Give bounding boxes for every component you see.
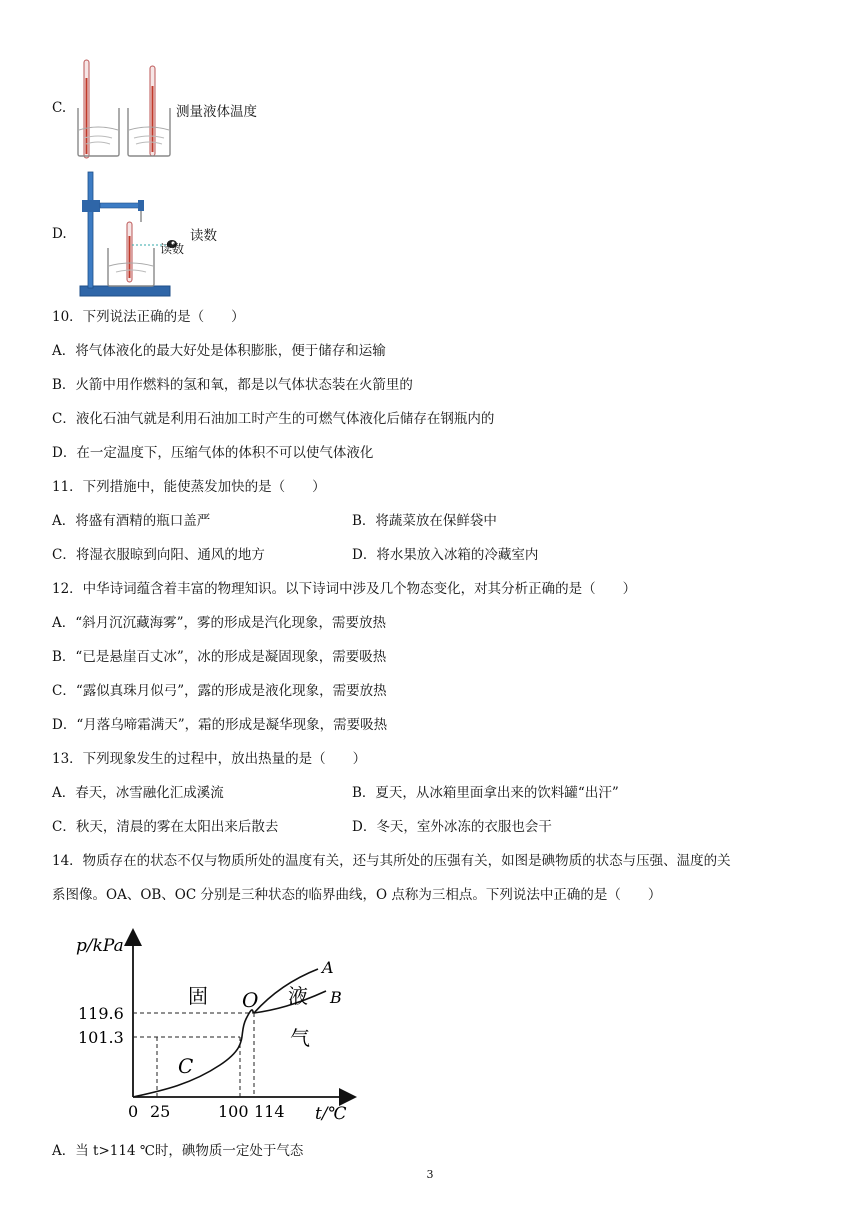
x-tick-100: 100 [218,1102,249,1121]
q11-option-a: A．将盛有酒精的瓶口盖严 [52,513,211,529]
x-axis-label: t/℃ [315,1104,347,1124]
label-b: B [330,988,342,1007]
q12-option-a: A．“斜月沉沉藏海雾”，雾的形成是汽化现象，需要放热 [52,615,387,631]
q11-option-d: D．将水果放入冰箱的冷藏室内 [352,547,539,563]
q12-option-d: D．“月落乌啼霜满天”，霜的形成是凝华现象，需要吸热 [52,717,388,733]
q11-stem: 11．下列措施中，能使蒸发加快的是（ ） [52,479,326,495]
q10-option-d: D．在一定温度下，压缩气体的体积不可以使气体液化 [52,445,374,461]
q10-option-a: A．将气体液化的最大好处是体积膨胀，便于储存和运输 [52,343,386,359]
q10-option-b: B．火箭中用作燃料的氢和氧，都是以气体状态装在火箭里的 [52,377,413,393]
q14-stem-line2: 系图像。OA、OB、OC 分别是三种状态的临界曲线，O 点称为三相点。下列说法中正确的是（ ） [52,887,662,903]
region-gas: 气 [290,1026,310,1050]
x-tick-114: 114 [254,1102,285,1121]
eye-label: 读数 [160,242,185,256]
q13-option-d: D．冬天，室外冰冻的衣服也会干 [352,819,552,835]
x-tick-25: 25 [150,1102,171,1121]
phase-diagram-chart [70,925,370,1125]
label-a: A [322,958,334,977]
item-c-caption: 测量液体温度 [176,104,257,120]
q10-option-c: C．液化石油气就是利用石油加工时产生的可燃气体液化后储存在钢瓶内的 [52,411,495,427]
x-tick-0: 0 [128,1102,139,1121]
q12-stem: 12．中华诗词蕴含着丰富的物理知识。以下诗词中涉及几个物态变化，对其分析正确的是（ ） [52,581,637,597]
item-d-label: D. [52,226,67,242]
y-tick-101: 101.3 [78,1028,124,1047]
q13-option-b: B．夏天，从冰箱里面拿出来的饮料罐“出汗” [352,785,619,801]
region-liquid: 液 [288,984,308,1008]
q13-stem: 13．下列现象发生的过程中，放出热量的是（ ） [52,751,367,767]
item-d-caption: 读数 [190,228,217,244]
label-o: O [242,988,259,1012]
retort-stand-figure [78,168,198,300]
q14-option-a: A．当 t>114 ℃时，碘物质一定处于气态 [52,1143,304,1159]
q13-option-c: C．秋天，清晨的雾在太阳出来后散去 [52,819,279,835]
q12-option-b: B．“已是悬崖百丈冰”，冰的形成是凝固现象，需要吸热 [52,649,387,665]
q11-option-b: B．将蔬菜放在保鲜袋中 [352,513,497,529]
y-tick-119: 119.6 [78,1004,124,1023]
label-c: C [178,1054,194,1078]
q12-option-c: C．“露似真珠月似弓”，露的形成是液化现象，需要放热 [52,683,387,699]
y-axis-label: p/kPa [76,936,124,956]
q10-stem: 10．下列说法正确的是（ ） [52,309,245,325]
region-solid: 固 [188,984,208,1008]
page-number: 3 [426,1168,434,1181]
curve-oc [133,1010,254,1097]
q13-option-a: A．春天，冰雪融化汇成溪流 [52,785,224,801]
q14-stem-line1: 14．物质存在的状态不仅与物质所处的温度有关，还与其所处的压强有关，如图是碘物质的状态与压强、温度的关 [52,853,731,869]
q11-option-c: C．将湿衣服晾到向阳、通风的地方 [52,547,265,563]
beaker-thermometer-figure [72,58,177,162]
item-c-label: C. [52,100,67,116]
